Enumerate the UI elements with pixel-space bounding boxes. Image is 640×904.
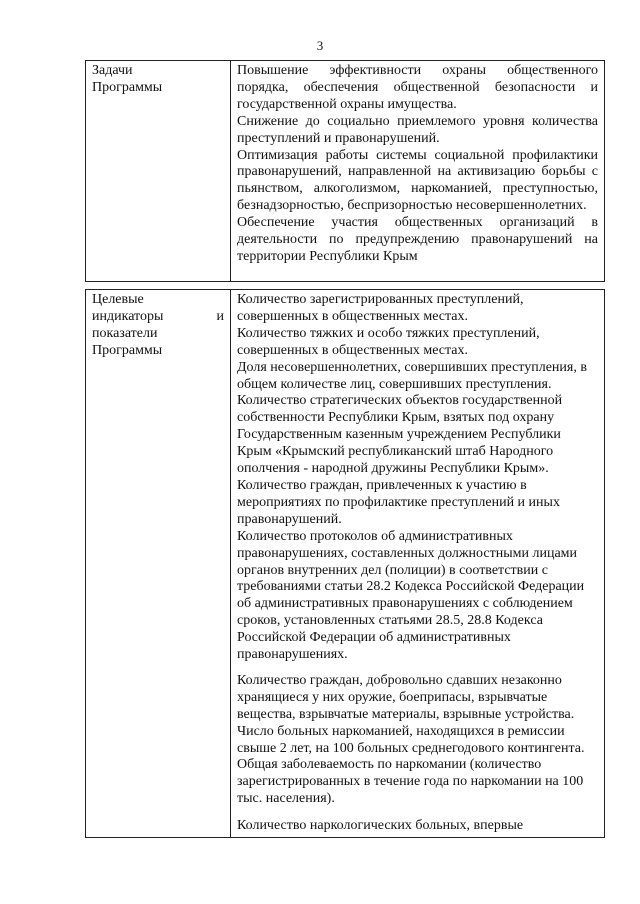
row-label-word: и [216,308,224,324]
row-label-cell [86,61,231,282]
row-label-line: Целевые [92,292,144,307]
table-row-gap [86,282,605,290]
gap-cell [231,282,605,290]
indicator-paragraph: Количество стратегических объектов государственной собственности Республики Крым, взятых под охрану Государственным казенным учреждением Республики Крым «Крымский республиканский штаб Народного ополчения - народной дружины Республики Крым». [237,393,563,477]
indicator-paragraph: Общая заболеваемость по наркомании (количество зарегистрированных в течение года по наркомании на 100 тыс. населения). [237,757,584,807]
indicator-paragraph: Доля несовершеннолетних, совершивших преступления, в общем количестве лиц, совершивших преступления. [237,359,587,392]
task-paragraph: Обеспечение участия общественных организаций в деятельности по предупреждению правонарушений на территории Республики Крым [237,215,598,264]
row-label-line: Программы [92,342,163,358]
task-paragraph: Повышение эффективности охраны общественного порядка, обеспечения общественной безопасности и государственной охраны имущества. [237,63,598,112]
row-content-cell [231,61,605,282]
row-label-line: показатели [92,325,158,341]
row-label-line: Задачи [92,63,133,78]
row-label-cell [86,290,231,838]
program-passport-table [85,60,605,838]
table-row-targets [86,290,605,838]
row-content-cell [231,290,605,838]
table-row-tasks [86,61,605,282]
indicator-paragraph: Количество протоколов об административных правонарушениях, составленных должностными лицами органов внутренних дел (полиции) в соответствии с требованиями статьи 28.2 Кодекса Российской Федерации об административных правонарушениях с соблюдением сроков, установленных статьями 28.5, 28.8 Кодекса Российской Федерации об административных правонарушениях. [237,528,585,663]
indicator-paragraph: Количество граждан, добровольно сдавших незаконно хранящиеся у них оружие, боеприпасы, взрывчатые вещества, взрывчатые материалы, взрывные устройства. [237,672,575,722]
row-label-line-justified [92,309,224,326]
row-label-line: Программы [92,79,163,95]
indicator-paragraph: Количество наркологических больных, впервые [237,818,524,834]
indicator-paragraph: Количество тяжких и особо тяжких преступлений, совершенных в общественных местах. [237,325,540,358]
task-paragraph: Оптимизация работы системы социальной профилактики правонарушений, направленной на активизацию борьбы с пьянством, алкоголизмом, наркоманией, преступностью, безнадзорностью, беспризорностью несовершеннолетних. [237,147,598,214]
indicator-paragraph: Число больных наркоманией, находящихся в ремиссии свыше 2 лет, на 100 больных среднегодового контингента. [237,723,585,756]
page-number: 3 [316,38,324,53]
indicator-paragraph: Количество зарегистрированных преступлений, совершенных в общественных местах. [237,292,524,324]
gap-cell [86,282,231,290]
row-label-word: индикаторы [92,308,164,324]
indicator-paragraph: Количество граждан, привлеченных к участию в мероприятиях по профилактике преступлений и иных правонарушений. [237,477,560,527]
task-paragraph: Снижение до социально приемлемого уровня количества преступлений и правонарушений. [237,113,598,146]
